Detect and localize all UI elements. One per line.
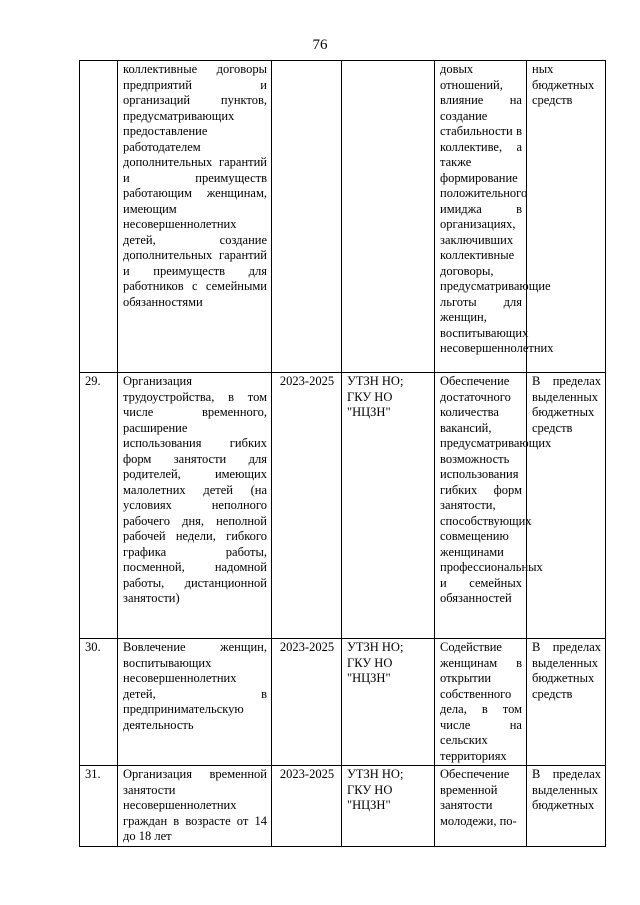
row-number [80,61,118,373]
result-cell: Содействие женщинам в открытии собственного дела, в том числе на сельских территориях [435,639,527,766]
measures-table [79,60,606,847]
responsible-cell [342,61,435,373]
funding-cell: В пределах выделенных бюджетных средств [527,639,606,766]
activity-cell: коллективные договоры предприятий и организаций пунктов, предусматривающих предоставление работодателем дополнительных гарантий и преимуществ работающим женщинам, имеющим несовершеннолетних детей, создание дополнительных гарантий и преимуществ для работников с семейными обязанностями [118,61,272,373]
row-number: 29. [80,373,118,639]
responsible-cell: УТЗН НО; ГКУ НО "НЦЗН" [342,766,435,847]
years-cell: 2023-2025 [272,373,342,639]
table-row [80,639,606,766]
years-cell: 2023-2025 [272,639,342,766]
table-row [80,61,606,373]
funding-cell: В пределах выделенных бюджетных средств [527,373,606,639]
result-cell: Обеспечение достаточного количества вакансий, предусматривающих возможность использования гибких форм занятости, способствующих совмещению женщинами профессиональных и семейных обязанностей [435,373,527,639]
responsible-cell: УТЗН НО; ГКУ НО "НЦЗН" [342,639,435,766]
years-cell [272,61,342,373]
activity-cell: Вовлечение женщин, воспитывающих несовершеннолетних детей, в предпринимательскую деятельность [118,639,272,766]
funding-cell: ных бюджетных средств [527,61,606,373]
row-number: 30. [80,639,118,766]
result-cell: Обеспечение временной занятости молодежи, по- [435,766,527,847]
activity-cell: Организация временной занятости несовершеннолетних граждан в возрасте от 14 до 18 лет [118,766,272,847]
table-row [80,373,606,639]
responsible-cell: УТЗН НО; ГКУ НО "НЦЗН" [342,373,435,639]
table-row [80,766,606,847]
years-cell: 2023-2025 [272,766,342,847]
page-number: 76 [312,37,328,53]
activity-cell: Организация трудоустройства, в том числе временного, расширение использования гибких форм занятости для родителей, имеющих малолетних детей (на условиях неполного рабочего дня, неполной рабочей недели, гибкого графика работы, посменной, надомной работы, дистанционной занятости) [118,373,272,639]
row-number: 31. [80,766,118,847]
funding-cell: В пределах выделенных бюджетных [527,766,606,847]
result-cell: довых отношений, влияние на создание стабильности в коллективе, а также формирование положительного имиджа в организациях, заключивших коллективные договоры, предусматривающие льготы для женщин, воспитывающих несовершеннолетних [435,61,527,373]
